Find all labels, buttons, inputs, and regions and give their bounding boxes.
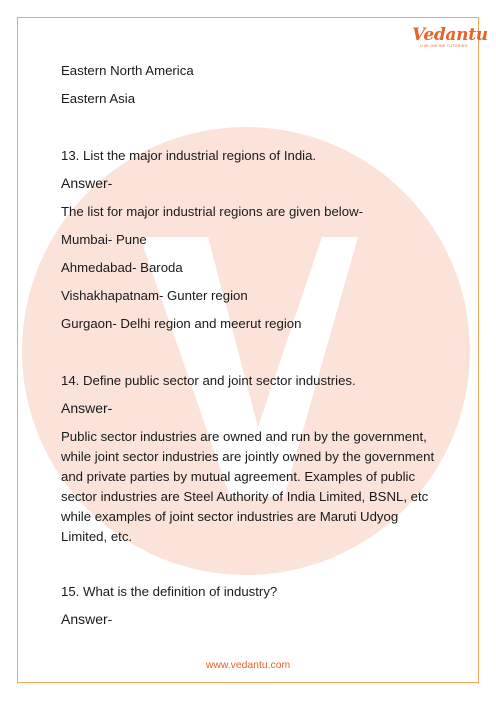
logo-tagline: LIVE ONLINE TUTORING: [420, 44, 468, 48]
answer-label: Answer-: [61, 400, 113, 416]
question-14: 14. Define public sector and joint sector industries.: [61, 373, 356, 388]
footer-website-link[interactable]: www.vedantu.com: [205, 660, 291, 671]
answer-label: Answer-: [61, 175, 113, 191]
answer-paragraph: Public sector industries are owned and run by the government, while joint sector industries are jointly owned by the government and private parties by mutual agreement. Examples of public sector industries are Steel Authority of India Limited, BSNL, etc while examples of joint sector industries are Maruti Udyog Limited, etc.: [61, 429, 435, 544]
list-item: Eastern Asia: [61, 91, 136, 106]
list-item: Mumbai- Pune: [61, 232, 147, 247]
list-item: Eastern North America: [61, 63, 194, 78]
answer-label: Answer-: [61, 611, 113, 627]
logo-wordmark: Vedantu: [412, 25, 488, 45]
list-item: Ahmedabad- Baroda: [61, 260, 183, 275]
question-15: 15. What is the definition of industry?: [61, 584, 278, 599]
question-13: 13. List the major industrial regions of India.: [61, 148, 317, 163]
list-item: Gurgaon- Delhi region and meerut region: [61, 316, 302, 331]
answer-intro: The list for major industrial regions are given below-: [61, 204, 363, 219]
vedantu-logo[interactable]: [412, 25, 488, 52]
list-item: Vishakhapatnam- Gunter region: [61, 288, 248, 303]
